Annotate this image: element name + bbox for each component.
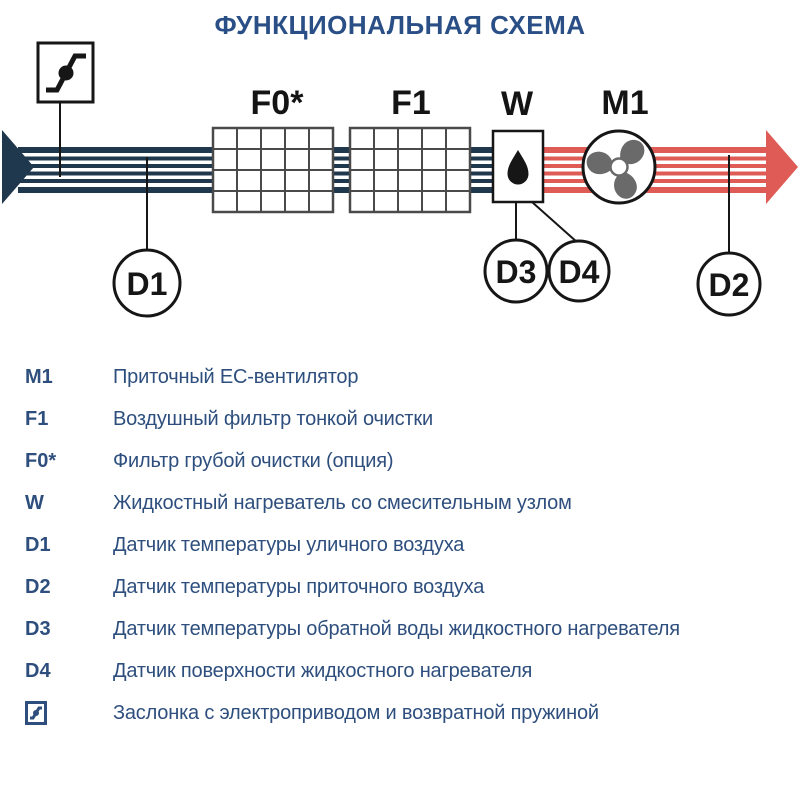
page-title: ФУНКЦИОНАЛЬНАЯ СХЕМА [214,10,586,40]
sensor-d1-label: D1 [126,266,168,302]
heater-w-box [493,131,543,202]
damper-legend-icon [25,701,113,725]
legend-key: F1 [25,407,49,430]
legend-key: F0* [25,449,57,472]
heater-w-label: W [500,85,534,123]
legend-key: D2 [25,575,51,598]
legend-key: D1 [25,533,51,556]
legend-row [25,650,785,692]
filter-f1-grid [350,128,470,212]
legend-text: Датчик поверхности жидкостного нагревателя [113,659,533,682]
sensor-d3-label: D3 [495,254,537,290]
legend-key: D4 [25,659,51,682]
legend-text: Воздушный фильтр тонкой очистки [113,407,433,430]
legend-row [25,692,785,734]
legend-key: W [25,491,44,514]
sensor-d4 [549,241,609,301]
legend-text: Жидкостный нагреватель со смесительным узлом [113,491,572,514]
sensor-d2-label: D2 [708,267,750,303]
legend-text: Датчик температуры уличного воздуха [113,533,465,556]
legend-text: Приточный EC-вентилятор [113,365,359,388]
legend-text: Датчик температуры приточного воздуха [113,575,485,598]
filter-f0-grid [213,128,333,212]
d4-line [532,202,578,243]
legend-key: D3 [25,617,51,640]
filter-f0-label: F0* [250,84,304,122]
legend-row [25,524,785,566]
legend-text: Датчик температуры обратной воды жидкостного нагревателя [113,617,680,640]
fan-m1-icon [583,131,655,203]
sensor-d3 [485,240,547,302]
legend-text: Фильтр грубой очистки (опция) [113,449,394,472]
sensor-d2 [698,253,760,315]
legend-row [25,566,785,608]
sensor-d1 [114,250,180,316]
legend-row [25,398,785,440]
outlet-arrow-icon [766,130,798,204]
legend-row [25,608,785,650]
legend-key: M1 [25,365,53,388]
legend-text: Заслонка с электроприводом и возвратной пружиной [113,701,599,724]
legend-row [25,482,785,524]
legend-row [25,356,785,398]
functional-diagram [0,0,800,340]
legend [25,356,785,734]
legend-row [25,440,785,482]
filter-f1-label: F1 [391,84,431,122]
sensor-d4-label: D4 [558,254,600,290]
warm-air-stream [543,130,798,204]
fan-m1-label: M1 [601,84,649,122]
